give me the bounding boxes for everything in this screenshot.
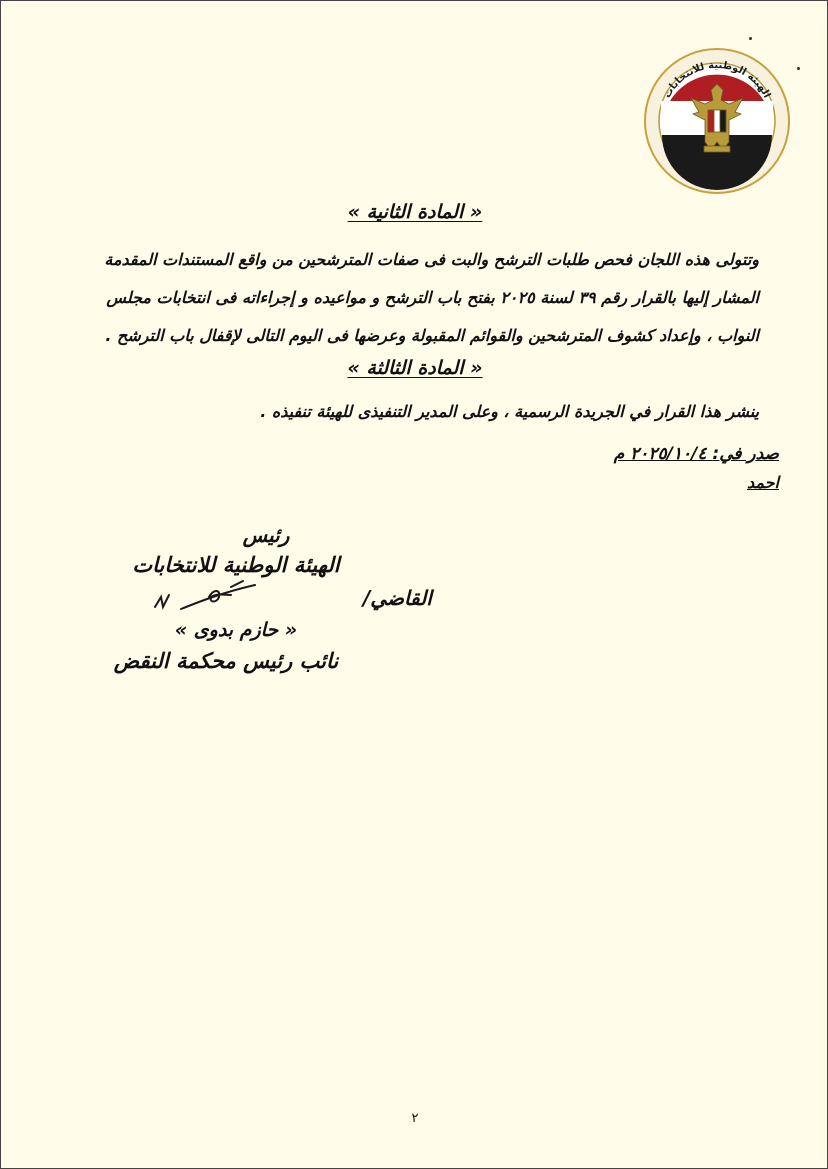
issued-date-line — [614, 444, 779, 464]
issued-date: ٢٠٢٥/١٠/٤ م — [613, 444, 707, 464]
issued-day: احمد — [747, 473, 779, 492]
paragraph-line: وتتولى هذه اللجان فحص طلبات الترشح والبت فى صفات المترشحين من واقع المستندات المقدمة — [104, 250, 759, 269]
paragraph-line: المشار إليها بالقرار رقم ٣٩ لسنة ٢٠٢٥ بفتح باب الترشح و مواعيده و إجراءاته فى انتخابات مجلس — [106, 288, 759, 307]
speck — [749, 37, 752, 40]
signatory-position: رئيس — [242, 523, 290, 547]
signatory-authority: الهيئة الوطنية للانتخابات — [132, 553, 340, 577]
paragraph-line: النواب ، وإعداد كشوف المترشحين والقوائم المقبولة وعرضها فى اليوم التالى لإقفال باب الترشح . — [105, 326, 759, 345]
seal-graphic — [642, 46, 792, 196]
article-three-heading: « المادة الثالثة » — [347, 357, 483, 379]
speck — [797, 67, 800, 70]
seal-arabic-name: الهيئة الوطنية للانتخابات — [661, 59, 773, 101]
signatory-name: « حازم بدوى » — [174, 619, 298, 641]
handwritten-signature — [151, 579, 261, 615]
issued-label: صدر في: — [712, 444, 779, 464]
national-election-authority-seal — [642, 46, 792, 196]
article-two-heading: « المادة الثانية » — [347, 201, 483, 223]
judge-label: القاضي/ — [363, 586, 432, 610]
paragraph-line: ينشر هذا القرار في الجريدة الرسمية ، وعلى المدير التنفيذى للهيئة تنفيذه . — [260, 402, 759, 421]
article-two-paragraph — [59, 241, 759, 355]
article-three-paragraph — [59, 393, 759, 431]
page-number: ٢ — [411, 1111, 419, 1126]
seal-english-name: National Election Authority — [662, 144, 772, 185]
signatory-title: نائب رئيس محكمة النقض — [113, 649, 339, 673]
